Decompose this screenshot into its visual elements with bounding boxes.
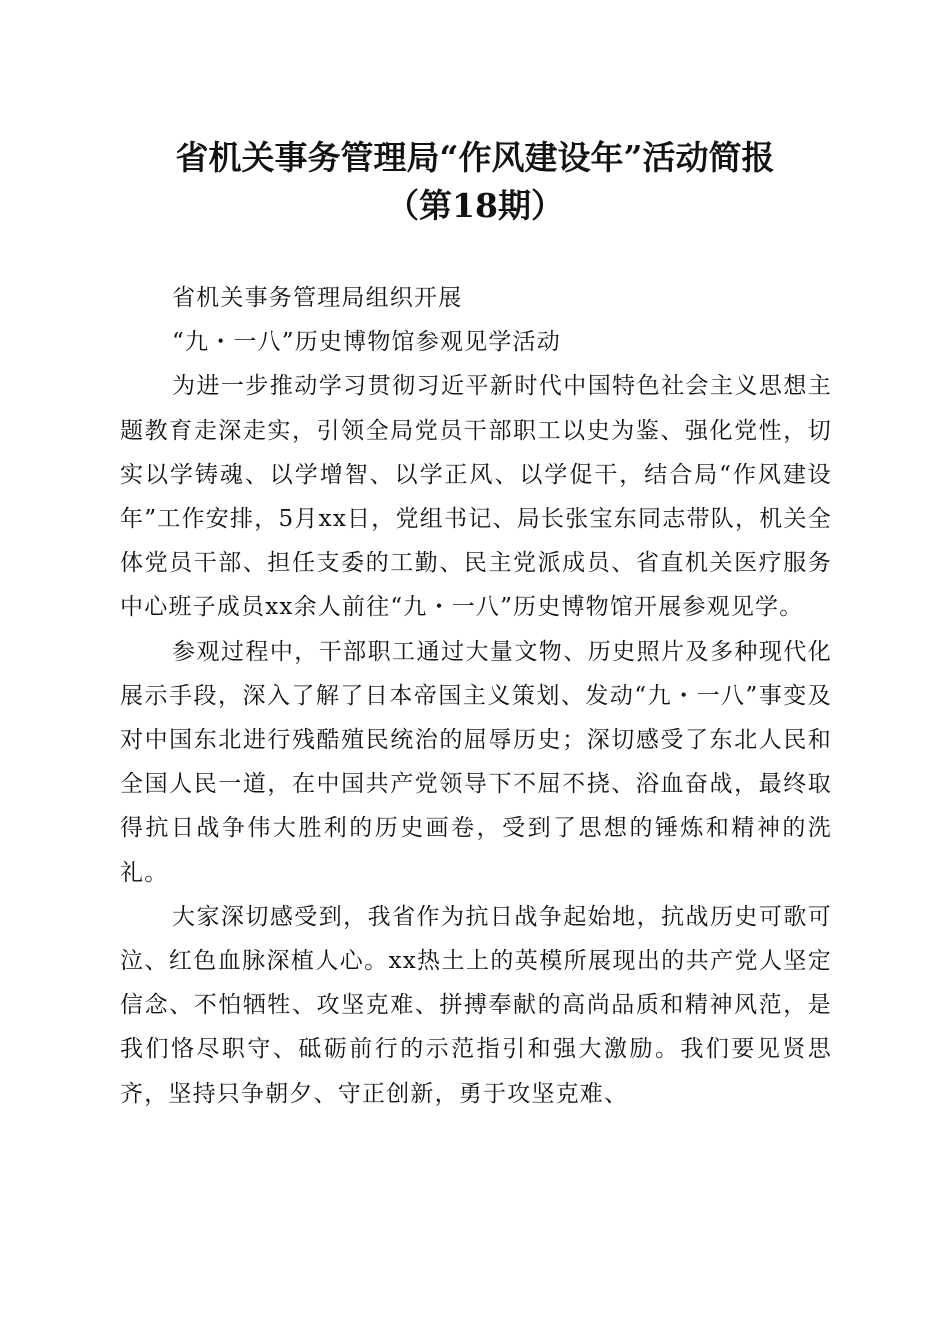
document-title	[0, 134, 950, 230]
paragraph-3: 大家深切感受到，我省作为抗日战争起始地，抗战历史可歌可泣、红色血脉深植人心。xx热土上的英模所展现出的共产党人坚定信念、不怕牺牲、攻坚克难、拼搏奉献的高尚品质和精神风范，是我们恪尽职守、砥砺前行的示范指引和强大激励。我们要见贤思齐，坚持只争朝夕、守正创新，勇于攻坚克难、	[120, 903, 832, 1107]
title-main: 省机关事务管理局“作风建设年”活动简报	[175, 138, 775, 177]
document-body	[120, 276, 832, 1116]
paragraph-1: 为进一步推动学习贯彻习近平新时代中国特色社会主义思想主题教育走深走实，引领全局党员干部职工以史为鉴、强化党性，切实以学铸魂、以学增智、以学正风、以学促干，结合局“作风建设年”工作安排，5月xx日，党组书记、局长张宝东同志带队，机关全体党员干部、担任支委的工勤、民主党派成员、省直机关医疗服务中心班子成员xx余人前往“九・一八”历史博物馆开展参观见学。	[120, 373, 832, 621]
title-issue-number: （第18期）	[386, 186, 564, 225]
subtitle-line-1: 省机关事务管理局组织开展	[172, 285, 463, 311]
paragraph-2: 参观过程中，干部职工通过大量文物、历史照片及多种现代化展示手段，深入了解了日本帝国主义策划、发动“九・一八”事变及对中国东北进行残酷殖民统治的屈辱历史；深切感受了东北人民和全国人民一道，在中国共产党领导下不屈不挠、浴血奋战，最终取得抗日战争伟大胜利的历史画卷，受到了思想的锤炼和精神的洗礼。	[120, 638, 832, 886]
subtitle-line-2: “九・一八”历史博物馆参观见学活动	[172, 329, 561, 356]
